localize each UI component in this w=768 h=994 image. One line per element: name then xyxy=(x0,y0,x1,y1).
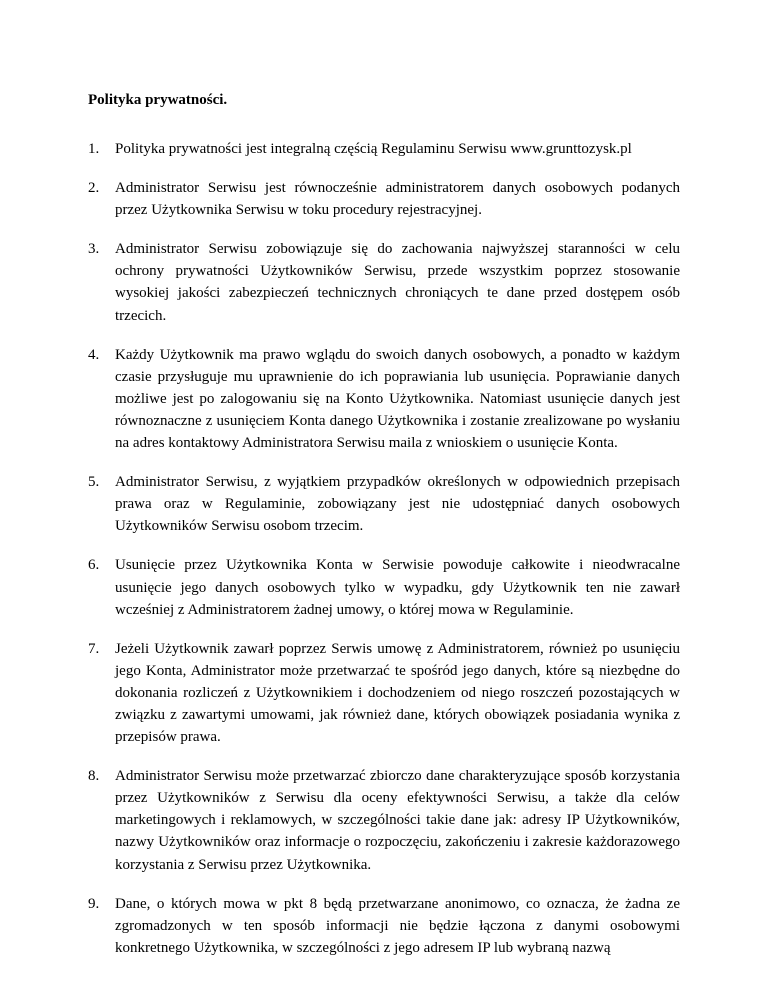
item-number: 8. xyxy=(88,768,100,785)
item-number: 3. xyxy=(88,241,100,258)
list-item xyxy=(88,238,680,326)
item-number: 9. xyxy=(88,895,100,912)
item-text: Jeżeli Użytkownik zawarł poprzez Serwis umowę z Administratorem, również po usunięciu jego Konta, Administrator może przetwarzać te spośród jego danych, które są niezbędne do dokonania rozliczeń z Użytkownikiem i dochodzeniem od niego roszczeń pozostających w związku z zawartymi umowami, jak również dane, których obowiązek posiadania wynika z przepisów prawa. xyxy=(115,640,680,746)
list-item xyxy=(88,765,680,875)
item-number: 4. xyxy=(88,346,100,363)
document-title: Polityka prywatności. xyxy=(88,92,228,108)
list-item xyxy=(88,638,680,748)
list-item xyxy=(88,893,680,959)
list-item xyxy=(88,177,680,221)
item-text: Dane, o których mowa w pkt 8 będą przetwarzane anonimowo, co oznacza, że żadna ze zgromadzonych w ten sposób informacji nie będzie łączona z danymi osobowymi konkretnego Użytkownika, w szczególności z jego adresem IP lub wybraną nazwą xyxy=(115,895,680,956)
item-text: Administrator Serwisu zobowiązuje się do zachowania najwyższej staranności w celu ochrony prywatności Użytkowników Serwisu, przede wszystkim poprzez stosowanie wysokiej jakości zabezpieczeń technicznych chroniących te dane przed dostępem osób trzecich. xyxy=(115,241,680,324)
item-number: 5. xyxy=(88,474,100,491)
policy-list xyxy=(88,138,680,976)
list-item xyxy=(88,344,680,454)
list-item xyxy=(88,554,680,620)
item-number: 1. xyxy=(88,141,100,157)
list-item xyxy=(88,471,680,537)
list-item xyxy=(88,138,680,160)
item-number: 7. xyxy=(88,640,100,657)
item-text: Administrator Serwisu jest równocześnie administratorem danych osobowych podanych przez Użytkownika Serwisu w toku procedury rejestracyjnej. xyxy=(115,180,680,219)
item-text: Usunięcie przez Użytkownika Konta w Serwisie powoduje całkowite i nieodwracalne usunięcie jego danych osobowych tylko w wypadku, gdy Użytkownik ten nie zawarł wcześniej z Administratorem żadnej umowy, o której mowa w Regulaminie. xyxy=(115,557,680,618)
item-number: 2. xyxy=(88,180,100,197)
item-text: Administrator Serwisu, z wyjątkiem przypadków określonych w odpowiednich przepisach prawa oraz w Regulaminie, zobowiązany jest nie udostępniać danych osobowych Użytkowników Serwisu osobom trzecim. xyxy=(115,474,680,535)
item-text: Administrator Serwisu może przetwarzać zbiorczo dane charakteryzujące sposób korzystania przez Użytkowników z Serwisu dla oceny efektywności Serwisu, a także dla celów marketingowych i reklamowych, w szczególności takie dane jak: adresy IP Użytkowników, nazwy Użytkowników oraz informacje o rozpoczęciu, zakończeniu i zakresie każdorazowego korzystania z Serwisu przez Użytkownika. xyxy=(115,768,680,873)
item-number: 6. xyxy=(88,557,100,574)
item-text: Każdy Użytkownik ma prawo wglądu do swoich danych osobowych, a ponadto w każdym czasie przysługuje mu uprawnienie do ich poprawiania lub usunięcia. Poprawianie danych możliwe jest po zalogowaniu się na Konto Użytkownika. Natomiast usunięcie danych jest równoznaczne z usunięciem Konta danego Użytkownika i zostanie zrealizowane po wysłaniu na adres kontaktowy Administratora Serwisu maila z wnioskiem o usunięcie Konta. xyxy=(115,346,680,452)
item-text: Polityka prywatności jest integralną częścią Regulaminu Serwisu www.grunttozysk.pl xyxy=(115,141,632,157)
